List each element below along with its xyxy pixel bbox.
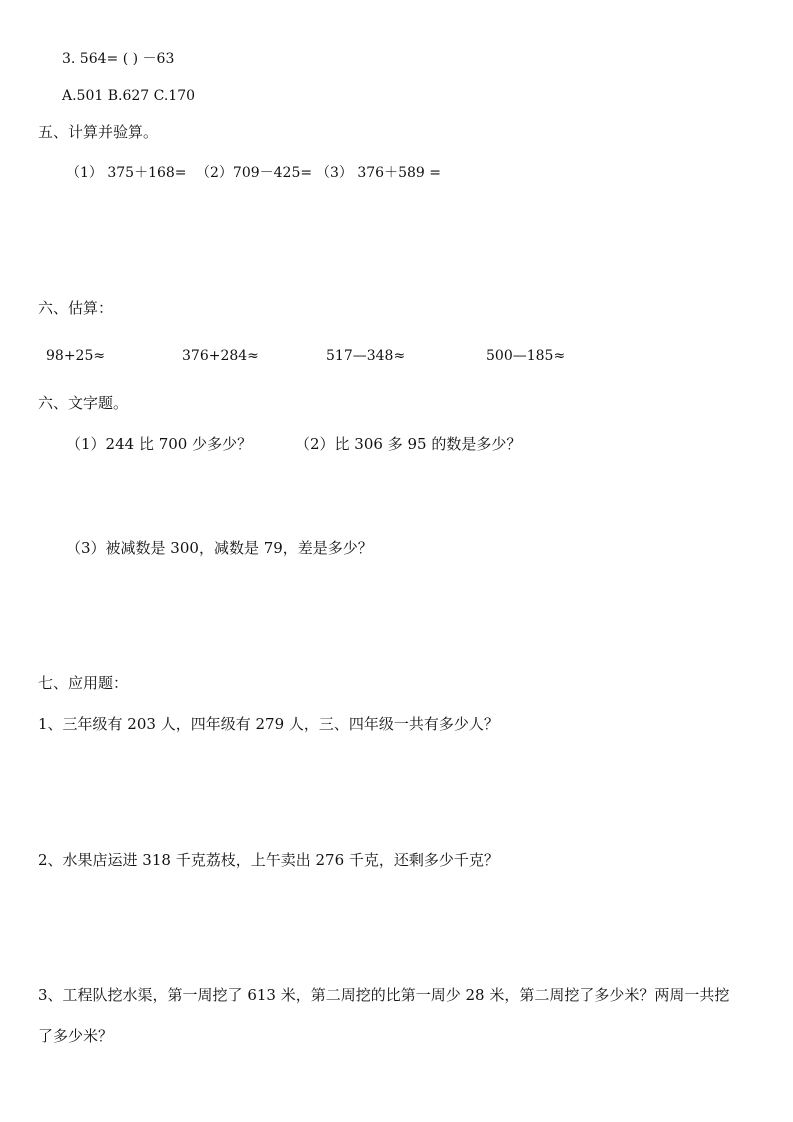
section-7-heading: 七、应用题： <box>38 674 129 692</box>
estimate-item-1: 98+25≈ <box>46 348 106 364</box>
calculation-problem-3: （3） 376＋589 = <box>316 165 441 181</box>
section-6-estimate-heading: 六、估算： <box>38 299 114 317</box>
application-problem-2: 2、水果店运进 318 千克荔枝，上午卖出 276 千克，还剩多少千克？ <box>38 851 499 869</box>
section-6-word-heading: 六、文字题。 <box>38 394 129 412</box>
estimate-item-3: 517—348≈ <box>326 348 406 364</box>
estimate-item-4: 500—185≈ <box>486 348 566 364</box>
calculation-problem-1: （1） 375＋168= <box>66 165 187 181</box>
section-5-heading: 五、计算并验算。 <box>38 123 159 141</box>
word-problem-1: （1）244 比 700 少多少？ <box>66 435 253 453</box>
question-3-options: A.501 B.627 C.170 <box>62 88 196 104</box>
question-3-text: 3. 564= ( ) －63 <box>62 51 175 67</box>
application-problem-1: 1、三年级有 203 人，四年级有 279 人，三、四年级一共有多少人？ <box>38 715 499 733</box>
word-problem-2: （2）比 306 多 95 的数是多少？ <box>295 435 522 453</box>
application-problem-3-line-2: 了多少米？ <box>38 1027 114 1045</box>
estimate-item-2: 376+284≈ <box>182 348 259 364</box>
word-problem-3: （3）被减数是 300，减数是 79，差是多少？ <box>66 539 373 557</box>
application-problem-3-line-1: 3、工程队挖水渠，第一周挖了 613 米，第二周挖的比第一周少 28 米，第二周挖了多少米？两周一共挖 <box>38 986 730 1004</box>
calculation-problem-2: （2）709－425= <box>196 165 313 181</box>
